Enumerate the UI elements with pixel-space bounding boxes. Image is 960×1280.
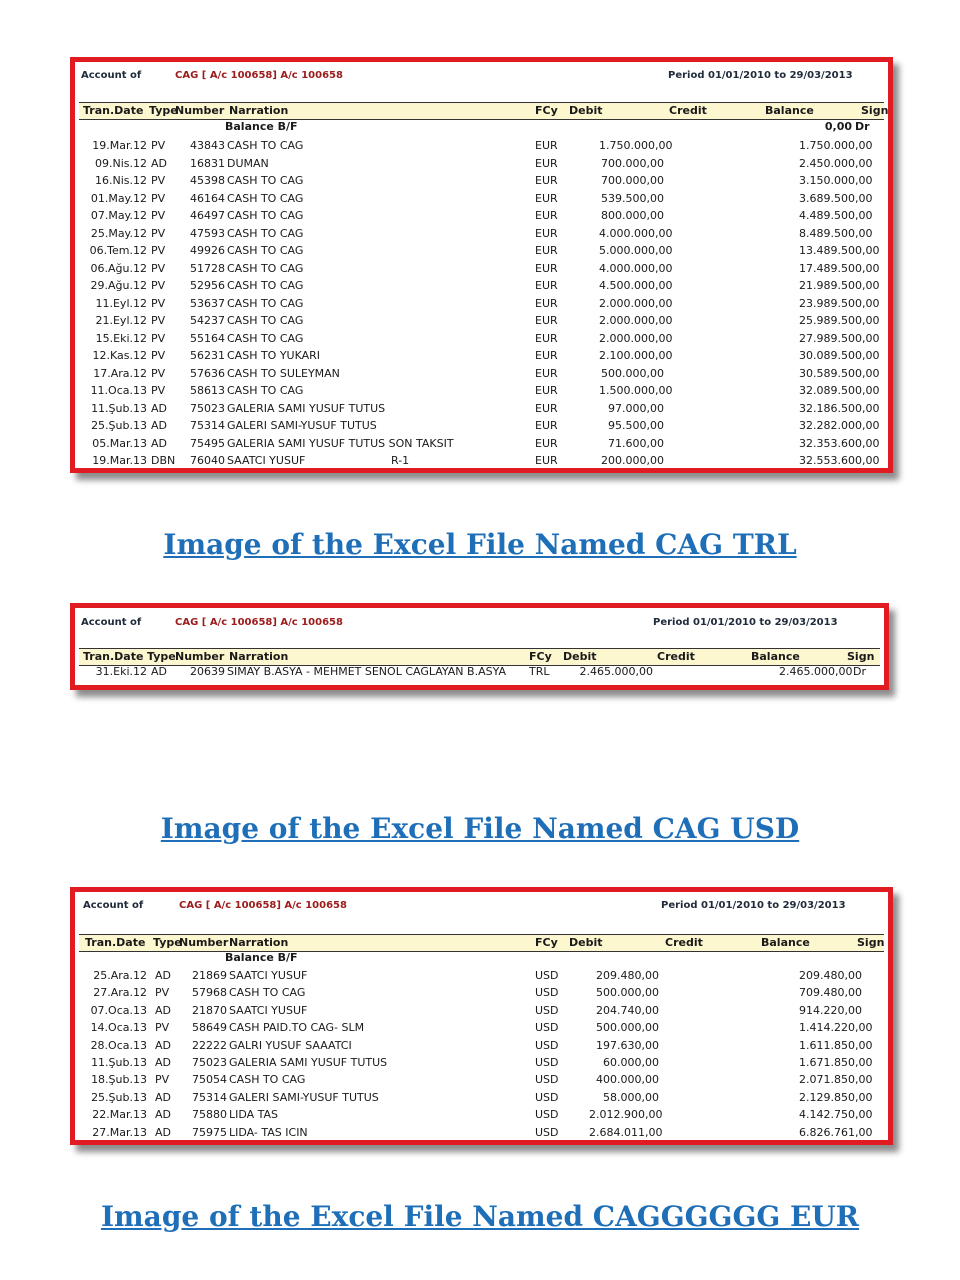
cell-num: 21870 (192, 1003, 227, 1017)
cell-narr: DUMAN (227, 156, 269, 170)
cell-type: AD (151, 436, 167, 450)
cell-debit: 800.000,00 (601, 209, 664, 222)
cell-num: 75023 (192, 1056, 227, 1069)
cell-date: 11.Eyl.12 (95, 296, 147, 310)
cell-date: 25.Şub.13 (91, 419, 147, 432)
cell-narr: CASH TO CAG (227, 384, 304, 397)
cell-date: 12.Kas.12 (92, 349, 147, 362)
table-row (79, 139, 884, 156)
cell-balance: 1.671.850,00 (799, 1056, 873, 1069)
cell-balance: 23.989.500,00 (799, 296, 880, 310)
cell-narr: CASH TO CAG (227, 174, 304, 187)
cell-date: 09.Nis.12 (94, 156, 147, 170)
cell-type: PV (151, 244, 166, 257)
cell-type: PV (151, 279, 166, 292)
cell-balance: 25.989.500,00 (799, 314, 880, 327)
column-header-row (79, 648, 880, 666)
cell-type: PV (151, 384, 166, 397)
cell-num: 58613 (190, 384, 225, 397)
cell-date: 28.Oca.13 (90, 1038, 147, 1052)
table-row (79, 262, 884, 279)
cell-narr: CASH TO CAG (227, 209, 304, 222)
balance-bf-value: 0,00 (824, 120, 852, 133)
column-header: Type (147, 650, 176, 663)
cell-narr: GALERI SAMI-YUSUF TUTUS (229, 1090, 379, 1104)
cell-debit: 60.000,00 (603, 1056, 659, 1069)
cell-num: 75495 (190, 436, 225, 450)
cell-num: 75023 (190, 401, 225, 415)
cell-num: 53637 (190, 296, 225, 310)
table-row (79, 1091, 884, 1108)
cell-type: PV (151, 191, 166, 205)
cell-fcy: USD (535, 1003, 559, 1017)
cell-balance: 17.489.500,00 (799, 261, 880, 275)
table-row (79, 279, 884, 296)
cell-num: 45398 (190, 174, 225, 187)
cell-narr: CASH TO CAG (229, 986, 306, 1000)
cell-date: 25.May.12 (90, 226, 147, 240)
cell-fcy: EUR (535, 139, 558, 152)
cell-balance: 1.414.220,00 (799, 1021, 873, 1035)
cell-fcy: USD (535, 986, 559, 1000)
cell-type: PV (151, 174, 166, 187)
cell-fcy: EUR (535, 436, 558, 450)
cell-fcy: EUR (535, 419, 558, 432)
cell-num: 57968 (192, 986, 227, 1000)
column-header: FCy (535, 104, 558, 117)
column-header: Sign (857, 936, 885, 949)
cell-num: 46164 (190, 191, 225, 205)
cell-date: 16.Nis.12 (94, 174, 147, 187)
cell-debit: 1.750.000,00 (599, 139, 673, 152)
account-label: Account of (81, 617, 142, 628)
cell-type: PV (151, 139, 166, 152)
cell-num: 46497 (190, 209, 225, 222)
cell-debit: 2.000.000,00 (599, 314, 673, 327)
period-range: Period 01/01/2010 to 29/03/2013 (661, 900, 846, 911)
cell-fcy: USD (535, 1090, 559, 1104)
table-row (79, 665, 880, 682)
cell-date: 27.Mar.13 (92, 1125, 147, 1139)
cell-type: PV (151, 331, 166, 345)
cell-num: 49926 (190, 244, 225, 257)
account-name: CAG [ A/c 100658] A/c 100658 (179, 900, 347, 911)
table-row (79, 157, 884, 174)
cell-fcy: USD (535, 1056, 559, 1069)
cell-narr: CASH TO SULEYMAN (227, 366, 340, 380)
cell-date: 31.Eki.12 (95, 665, 147, 678)
column-header: Number (175, 650, 225, 663)
caption-cag-usd: Image of the Excel File Named CAG USD (160, 812, 800, 845)
cell-fcy: USD (535, 1108, 559, 1122)
cell-narr: SAATCI YUSUF (229, 969, 308, 982)
cell-narr: GALERI SAMI-YUSUF TUTUS (227, 419, 377, 432)
table-row (79, 297, 884, 314)
cell-narr: GALERIA SAMI YUSUF TUTUS SON TAKSIT (227, 436, 454, 450)
cell-debit: 95.500,00 (608, 419, 664, 432)
cell-narr: GALERIA SAMI YUSUF TUTUS (227, 401, 386, 415)
column-header: Balance (761, 936, 810, 949)
cell-date: 25.Ara.12 (93, 969, 147, 982)
cell-narr: CASH TO CAG (227, 314, 304, 327)
cell-type: AD (151, 401, 167, 415)
cell-type: PV (151, 261, 166, 275)
cell-num: 43843 (190, 139, 225, 152)
table-row (79, 1073, 884, 1090)
cell-balance: 914.220,00 (799, 1003, 862, 1017)
balance-bf-label: Balance B/F (225, 951, 298, 964)
cell-num: 56231 (190, 349, 225, 362)
column-header: Credit (669, 104, 707, 117)
cell-fcy: USD (535, 969, 559, 982)
cell-date: 07.Oca.13 (90, 1003, 147, 1017)
cell-type: AD (151, 156, 167, 170)
cell-balance: 709.480,00 (799, 986, 862, 1000)
cell-num: 75054 (192, 1073, 227, 1087)
cell-date: 25.Şub.13 (91, 1090, 147, 1104)
column-header: Balance (751, 650, 800, 663)
cell-fcy: EUR (535, 174, 558, 187)
balance-bf-sign: Dr (855, 120, 870, 133)
cell-balance: 4.489.500,00 (799, 209, 873, 222)
cell-fcy: EUR (535, 384, 558, 397)
cell-debit: 58.000,00 (603, 1090, 659, 1104)
cell-date: 15.Eki.12 (95, 331, 147, 345)
cell-narr: SAATCI YUSUF (227, 454, 306, 467)
cell-debit: 4.000.000,00 (599, 226, 673, 240)
cell-balance: 209.480,00 (799, 969, 862, 982)
cell-num: 75314 (192, 1090, 227, 1104)
table-row (79, 1126, 884, 1143)
cell-debit: 500.000,00 (596, 986, 659, 1000)
cell-fcy: EUR (535, 244, 558, 257)
cell-fcy: EUR (535, 209, 558, 222)
cell-balance: 4.142.750,00 (799, 1108, 873, 1122)
cell-narr: CASH TO YUKARI (227, 349, 321, 362)
cell-balance: 2.129.850,00 (799, 1090, 873, 1104)
table-row (79, 227, 884, 244)
cell-balance: 1.611.850,00 (799, 1038, 873, 1052)
cell-date: 17.Ara.12 (93, 366, 147, 380)
column-header: Type (149, 104, 178, 117)
table-row (79, 1004, 884, 1021)
cell-date: 06.Tem.12 (89, 244, 147, 257)
cell-num: 58649 (192, 1021, 227, 1035)
period-range: Period 01/01/2010 to 29/03/2013 (668, 70, 853, 81)
account-name: CAG [ A/c 100658] A/c 100658 (175, 617, 343, 628)
cell-fcy: USD (535, 1038, 559, 1052)
cell-debit: 5.000.000,00 (599, 244, 673, 257)
balance-bf-label: Balance B/F (225, 120, 298, 133)
cell-balance: 2.071.850,00 (799, 1073, 873, 1087)
cell-balance: 32.089.500,00 (799, 384, 880, 397)
cell-type: AD (155, 1003, 171, 1017)
cell-date: 11.Oca.13 (90, 384, 147, 397)
cell-type: AD (155, 1108, 171, 1122)
cell-balance: 30.589.500,00 (799, 366, 880, 380)
cell-fcy: EUR (535, 331, 558, 345)
cell-date: 27.Ara.12 (93, 986, 147, 1000)
cell-type: PV (151, 349, 166, 362)
cell-num: 47593 (190, 226, 225, 240)
cell-type: PV (155, 1021, 170, 1035)
cell-fcy: EUR (535, 191, 558, 205)
cell-date: 19.Mar.12 (92, 139, 147, 152)
column-header: Sign (847, 650, 875, 663)
column-header: FCy (529, 650, 552, 663)
cell-balance: 32.353.600,00 (799, 436, 880, 450)
cell-type: AD (155, 969, 171, 982)
cell-balance: 32.186.500,00 (799, 401, 880, 415)
column-header: Tran.Date (83, 104, 144, 117)
cell-balance: 8.489.500,00 (799, 226, 873, 240)
table-row (79, 209, 884, 226)
cell-debit: 700.000,00 (601, 174, 664, 187)
column-header: Debit (569, 104, 603, 117)
cell-balance: 6.826.761,00 (799, 1125, 873, 1139)
table-row (79, 1021, 884, 1038)
cell-narr: GALRI YUSUF SAAATCI (229, 1038, 352, 1052)
column-header: Balance (765, 104, 814, 117)
cell-balance: 32.282.000,00 (799, 419, 880, 432)
cell-narr: SIMAY B.ASYA - MEHMET SENOL CAGLAYAN B.ASYA (227, 665, 506, 678)
cell-date: 18.Şub.13 (91, 1073, 147, 1087)
cell-debit: 204.740,00 (596, 1003, 659, 1017)
table-row (79, 419, 884, 436)
table-row (79, 192, 884, 209)
caption-caggggggg-eur: Image of the Excel File Named CAGGGGGG EUR (100, 1200, 860, 1233)
cell-date: 11.Şub.13 (91, 401, 147, 415)
cell-type: PV (155, 986, 170, 1000)
table-row (79, 1108, 884, 1125)
cell-type: AD (151, 419, 167, 432)
column-header-row (79, 102, 889, 120)
cell-narr: CASH TO CAG (227, 139, 304, 152)
cell-extra: R-1 (391, 454, 410, 467)
cell-balance: 30.089.500,00 (799, 349, 880, 362)
excel-panel-trl (70, 603, 889, 690)
cell-date: 21.Eyl.12 (95, 314, 147, 327)
table-row (79, 1039, 884, 1056)
cell-type: PV (151, 209, 166, 222)
cell-fcy: USD (535, 1073, 559, 1087)
cell-debit: 400.000,00 (596, 1073, 659, 1087)
column-header: Narration (229, 650, 289, 663)
column-header-row (79, 934, 884, 952)
cell-num: 76040 (190, 454, 225, 467)
cell-fcy: USD (535, 1125, 559, 1139)
cell-num: 54237 (190, 314, 225, 327)
cell-fcy: EUR (535, 296, 558, 310)
column-header: Tran.Date (83, 650, 144, 663)
table-row (79, 314, 884, 331)
cell-debit: 200.000,00 (601, 454, 664, 467)
cell-date: 19.Mar.13 (92, 454, 147, 467)
cell-num: 75975 (192, 1125, 227, 1139)
account-label: Account of (83, 900, 144, 911)
period-range: Period 01/01/2010 to 29/03/2013 (653, 617, 838, 628)
cell-narr: CASH TO CAG (227, 226, 304, 240)
column-header: Credit (665, 936, 703, 949)
cell-date: 06.Ağu.12 (90, 261, 147, 275)
cell-num: 75880 (192, 1108, 227, 1122)
cell-date: 01.May.12 (90, 191, 147, 205)
excel-panel-usd (70, 887, 893, 1145)
cell-narr: CASH PAID.TO CAG- SLM (229, 1021, 365, 1035)
cell-debit: 97.000,00 (608, 401, 664, 415)
cell-balance: 32.553.600,00 (799, 454, 880, 467)
cell-num: 21869 (192, 969, 227, 982)
cell-debit: 2.684.011,00 (589, 1125, 663, 1139)
cell-fcy: EUR (535, 279, 558, 292)
table-row (79, 437, 884, 454)
cell-fcy: EUR (535, 349, 558, 362)
cell-debit: 2.000.000,00 (599, 296, 673, 310)
cell-num: 22222 (192, 1038, 227, 1052)
cell-type: PV (151, 226, 166, 240)
cell-fcy: EUR (535, 261, 558, 275)
table-row (79, 986, 884, 1003)
cell-narr: CASH TO CAG (227, 279, 304, 292)
table-row (79, 454, 884, 471)
cell-type: AD (155, 1056, 171, 1069)
cell-num: 55164 (190, 331, 225, 345)
cell-date: 05.Mar.13 (92, 436, 147, 450)
cell-num: 51728 (190, 261, 225, 275)
table-row (79, 332, 884, 349)
cell-balance: 2.465.000,00 (779, 665, 853, 678)
cell-debit: 539.500,00 (601, 191, 664, 205)
cell-debit: 700.000,00 (601, 156, 664, 170)
cell-narr: GALERIA SAMI YUSUF TUTUS (229, 1056, 388, 1069)
cell-num: 16831 (190, 156, 225, 170)
cell-fcy: TRL (529, 665, 550, 678)
account-name: CAG [ A/c 100658] A/c 100658 (175, 70, 343, 81)
cell-type: PV (151, 366, 166, 380)
table-row (79, 367, 884, 384)
cell-narr: CASH TO CAG (229, 1073, 306, 1087)
cell-type: PV (155, 1073, 170, 1087)
cell-date: 14.Oca.13 (90, 1021, 147, 1035)
cell-debit: 2.000.000,00 (599, 331, 673, 345)
table-row (79, 969, 884, 986)
cell-debit: 4.000.000,00 (599, 261, 673, 275)
cell-type: AD (151, 665, 167, 678)
excel-panel-eur (70, 57, 893, 473)
cell-narr: LIDA- TAS ICIN (229, 1125, 308, 1139)
cell-date: 29.Ağu.12 (90, 279, 147, 292)
cell-debit: 209.480,00 (596, 969, 659, 982)
cell-num: 20639 (190, 665, 225, 678)
cell-fcy: EUR (535, 226, 558, 240)
column-header: Credit (657, 650, 695, 663)
cell-balance: 3.689.500,00 (799, 191, 873, 205)
cell-type: DBN (151, 454, 176, 467)
cell-debit: 2.465.000,00 (579, 665, 653, 678)
column-header: Tran.Date (85, 936, 146, 949)
cell-debit: 2.012.900,00 (589, 1108, 663, 1122)
cell-narr: CASH TO CAG (227, 296, 304, 310)
cell-type: AD (155, 1125, 171, 1139)
cell-type: PV (151, 296, 166, 310)
cell-balance: 21.989.500,00 (799, 279, 880, 292)
cell-narr: CASH TO CAG (227, 331, 304, 345)
cell-balance: 3.150.000,00 (799, 174, 873, 187)
cell-balance: 27.989.500,00 (799, 331, 880, 345)
table-row (79, 174, 884, 191)
cell-num: 57636 (190, 366, 225, 380)
cell-fcy: EUR (535, 454, 558, 467)
column-header: Debit (563, 650, 597, 663)
cell-fcy: EUR (535, 401, 558, 415)
cell-sign: Dr (853, 665, 866, 678)
column-header: Narration (229, 936, 289, 949)
column-header: Number (179, 936, 229, 949)
column-header: Number (175, 104, 225, 117)
table-row (79, 1056, 884, 1073)
cell-narr: LIDA TAS (229, 1108, 279, 1122)
cell-debit: 4.500.000,00 (599, 279, 673, 292)
cell-type: PV (151, 314, 166, 327)
cell-date: 07.May.12 (90, 209, 147, 222)
cell-type: AD (155, 1038, 171, 1052)
cell-debit: 71.600,00 (608, 436, 664, 450)
cell-fcy: EUR (535, 156, 558, 170)
cell-debit: 1.500.000,00 (599, 384, 673, 397)
cell-balance: 2.450.000,00 (799, 156, 873, 170)
cell-balance: 13.489.500,00 (799, 244, 880, 257)
column-header: Sign (861, 104, 889, 117)
table-row (79, 349, 884, 366)
cell-date: 11.Şub.13 (91, 1056, 147, 1069)
cell-num: 52956 (190, 279, 225, 292)
cell-narr: CASH TO CAG (227, 244, 304, 257)
table-row (79, 402, 884, 419)
cell-narr: SAATCI YUSUF (229, 1003, 308, 1017)
cell-narr: CASH TO CAG (227, 261, 304, 275)
cell-balance: 1.750.000,00 (799, 139, 873, 152)
cell-fcy: EUR (535, 314, 558, 327)
table-row (79, 384, 884, 401)
table-row (79, 244, 884, 261)
cell-num: 75314 (190, 419, 225, 432)
column-header: Narration (229, 104, 289, 117)
account-label: Account of (81, 70, 142, 81)
column-header: Debit (569, 936, 603, 949)
caption-cag-trl: Image of the Excel File Named CAG TRL (163, 528, 797, 561)
column-header: Type (153, 936, 182, 949)
cell-date: 22.Mar.13 (92, 1108, 147, 1122)
cell-type: AD (155, 1090, 171, 1104)
cell-debit: 500.000,00 (601, 366, 664, 380)
cell-debit: 197.630,00 (596, 1038, 659, 1052)
column-header: FCy (535, 936, 558, 949)
cell-fcy: EUR (535, 366, 558, 380)
cell-debit: 2.100.000,00 (599, 349, 673, 362)
cell-fcy: USD (535, 1021, 559, 1035)
cell-narr: CASH TO CAG (227, 191, 304, 205)
cell-debit: 500.000,00 (596, 1021, 659, 1035)
